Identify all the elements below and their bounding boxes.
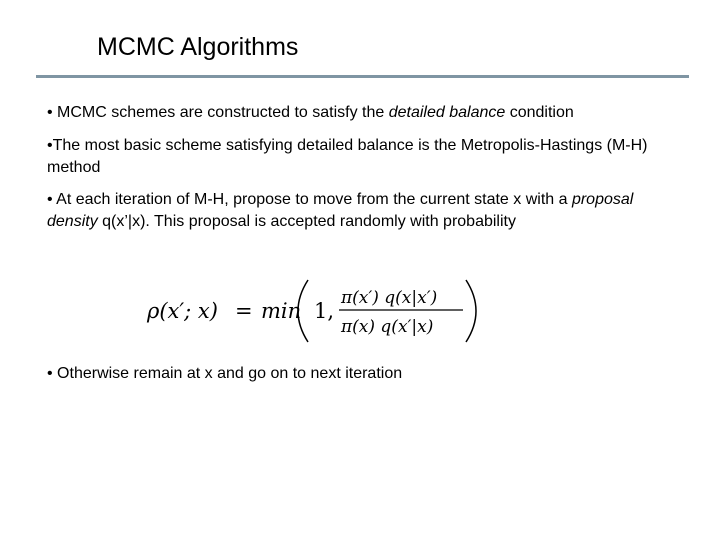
bullet-3-suffix: q(x’|x). This proposal is accepted randomly with probability [97, 213, 516, 230]
formula-lhs: ρ(x′; x) [147, 299, 218, 323]
bullet-1-emphasis: detailed balance [388, 104, 506, 121]
bullet-metropolis-hastings: •The most basic scheme satisfying detailed balance is the Metropolis-Hastings (M-H) method [47, 137, 648, 176]
bullet-1-prefix: • MCMC schemes are constructed to satisfy the [47, 104, 389, 121]
slide-title: MCMC Algorithms [97, 33, 299, 61]
bullet-3-prefix: • At each iteration of M-H, propose to move from the current state x with a [47, 191, 572, 208]
formula-numerator: π(x′) q(x|x′) [341, 288, 438, 308]
bullet-proposal-density [47, 189, 657, 233]
bullet-3-emphasis: proposal density [47, 191, 634, 230]
bullet-otherwise-remain: • Otherwise remain at x and go on to next iteration [47, 365, 403, 382]
formula-one: 1, [314, 299, 335, 323]
formula-right-paren [466, 280, 476, 342]
title-divider [36, 75, 689, 78]
acceptance-probability-formula [145, 276, 485, 346]
formula-denominator: π(x) q(x′|x) [341, 317, 434, 337]
formula-min: min [261, 299, 302, 323]
formula-equals: = [235, 299, 253, 323]
bullet-1-suffix: condition [505, 104, 574, 121]
bullet-detailed-balance [47, 102, 657, 124]
